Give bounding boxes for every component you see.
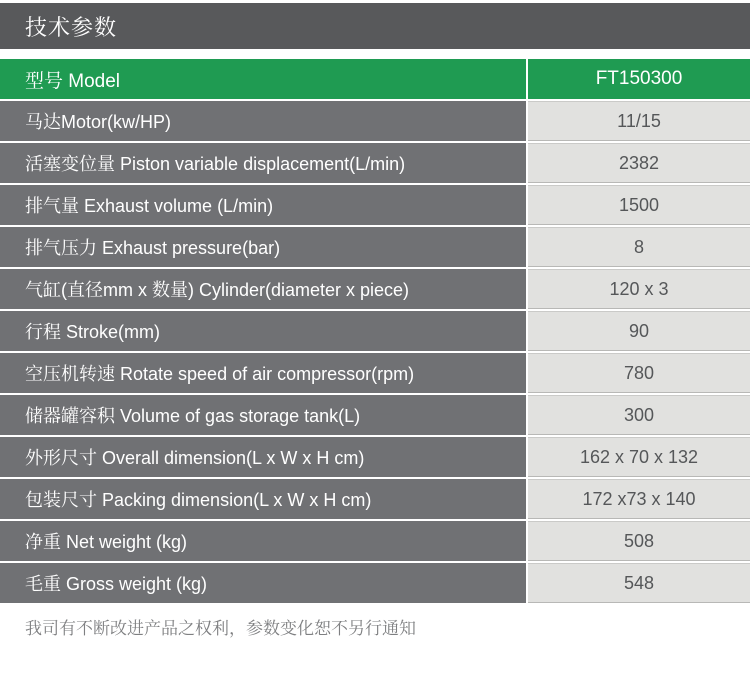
- spec-value: 1500: [528, 185, 750, 225]
- spec-value: 162 x 70 x 132: [528, 437, 750, 477]
- table-row: [0, 143, 750, 183]
- table-row: [0, 269, 750, 309]
- spec-label: 空压机转速 Rotate speed of air compressor(rpm): [0, 353, 526, 393]
- spec-value: 11/15: [528, 101, 750, 141]
- spec-value: 172 x73 x 140: [528, 479, 750, 519]
- model-number: FT150300: [528, 59, 750, 99]
- spec-value: 300: [528, 395, 750, 435]
- spec-value: 548: [528, 563, 750, 603]
- spec-label: 排气量 Exhaust volume (L/min): [0, 185, 526, 225]
- spec-label: 气缸(直径mm x 数量) Cylinder(diameter x piece): [0, 269, 526, 309]
- disclaimer-note: 我司有不断改进产品之权利，参数变化恕不另行通知: [25, 619, 416, 638]
- model-header-label: 型号 Model: [0, 59, 526, 99]
- title-bar: [0, 3, 750, 49]
- spec-label: 储器罐容积 Volume of gas storage tank(L): [0, 395, 526, 435]
- spec-label: 包装尺寸 Packing dimension(L x W x H cm): [0, 479, 526, 519]
- spec-value: 2382: [528, 143, 750, 183]
- table-row: [0, 353, 750, 393]
- spec-label: 外形尺寸 Overall dimension(L x W x H cm): [0, 437, 526, 477]
- table-row: [0, 521, 750, 561]
- spec-value: 120 x 3: [528, 269, 750, 309]
- table-row: [0, 437, 750, 477]
- spec-label: 行程 Stroke(mm): [0, 311, 526, 351]
- spec-label: 净重 Net weight (kg): [0, 521, 526, 561]
- table-header-row: [0, 59, 750, 99]
- table-row: [0, 563, 750, 603]
- spec-value: 780: [528, 353, 750, 393]
- spec-label: 活塞变位量 Piston variable displacement(L/min): [0, 143, 526, 183]
- table-row: [0, 101, 750, 141]
- page-title: 技术参数: [25, 14, 118, 40]
- table-row: [0, 185, 750, 225]
- spec-label: 马达Motor(kw/HP): [0, 101, 526, 141]
- spec-table: [0, 59, 750, 603]
- table-body: [0, 101, 750, 603]
- spec-value: 90: [528, 311, 750, 351]
- spec-label: 排气压力 Exhaust pressure(bar): [0, 227, 526, 267]
- table-row: [0, 479, 750, 519]
- spec-value: 8: [528, 227, 750, 267]
- spec-value: 508: [528, 521, 750, 561]
- table-row: [0, 395, 750, 435]
- spec-label: 毛重 Gross weight (kg): [0, 563, 526, 603]
- table-row: [0, 311, 750, 351]
- table-row: [0, 227, 750, 267]
